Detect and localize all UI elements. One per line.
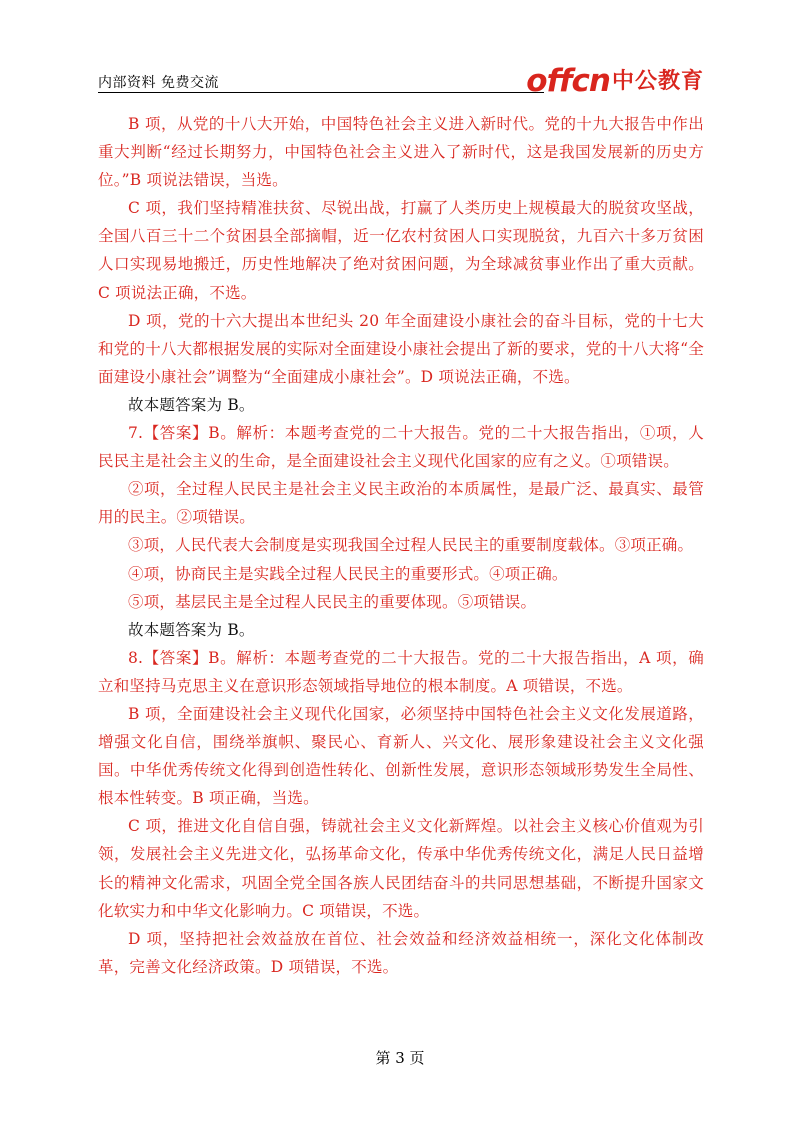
logo-cn-text: 中公教育 [611,69,704,94]
paragraph-3: 故本题答案为 B。 [128,395,255,414]
document-body [98,110,704,981]
paragraph-12: C 项，推进文化自信自强，铸就社会主义文化新辉煌。以社会主义核心价值观为引领，发展社会主义先进文化，弘扬革命文化，传承中华优秀传统文化，满足人民日益增长的精神文化需求，巩固全党全国各族人民团结奋斗的共同思想基础，不断提升国家文化软实力和中华文化影响力。C 项错误，不选。 [98,817,704,920]
paragraph-1: C 项，我们坚持精准扶贫、尽锐出战，打赢了人类历史上规模最大的脱贫攻坚战，全国八百三十二个贫困县全部摘帽，近一亿农村贫困人口实现脱贫，九百六十多万贫困人口实现易地搬迁，历史性地解决了绝对贫困问题，为全球减贫事业作出了重大贡献。C 项说法正确，不选。 [98,199,704,302]
paragraph-9: 故本题答案为 B。 [128,620,255,639]
paragraph-2: D 项，党的十六大提出本世纪头 20 年全面建设小康社会的奋斗目标，党的十七大和党的十八大都根据发展的实际对全面建设小康社会提出了新的要求，党的十八大将“全面建设小康社会”调整为“全面建成小康社会”。D 项说法正确，不选。 [98,311,704,386]
header-left-text: 内部资料 免费交流 [98,75,219,91]
paragraph-8: ⑤项，基层民主是全过程人民民主的重要体现。⑤项错误。 [128,592,537,611]
header-rule [98,92,544,93]
paragraph-6: ③项，人民代表大会制度是实现我国全过程人民民主的重要制度载体。③项正确。 [128,536,694,555]
paragraph-5: ②项，全过程人民民主是社会主义民主政治的本质属性，是最广泛、最真实、最管用的民主。②项错误。 [98,480,704,527]
page-number: 第 3 页 [375,1049,425,1067]
paragraph-13: D 项，坚持把社会效益放在首位、社会效益和经济效益相统一，深化文化体制改革，完善文化经济政策。D 项错误，不选。 [98,929,704,976]
offcn-logo [526,62,704,99]
paragraph-0: B 项，从党的十八大开始，中国特色社会主义进入新时代。党的十九大报告中作出重大判断“经过长期努力，中国特色社会主义进入了新时代，这是我国发展新的历史方位。”B 项说法错误，当选。 [98,115,704,190]
paragraph-11: B 项，全面建设社会主义现代化国家，必须坚持中国特色社会主义文化发展道路，增强文化自信，围绕举旗帜、聚民心、育新人、兴文化、展形象建设社会主义文化强国。中华优秀传统文化得到创造性转化、创新性发展，意识形态领域形势发生全局性、根本性转变。B 项正确，当选。 [98,704,704,808]
paragraph-7: ④项，协商民主是实践全过程人民民主的重要形式。④项正确。 [128,564,568,583]
paragraph-4: 7.【答案】B。解析：本题考查党的二十大报告。党的二十大报告指出，①项，人民民主是社会主义的生命，是全面建设社会主义现代化国家的应有之义。①项错误。 [98,424,704,471]
logo-latin-text: offcn [526,63,610,99]
paragraph-10: 8.【答案】B。解析：本题考查党的二十大报告。党的二十大报告指出，A 项，确立和坚持马克思主义在意识形态领域指导地位的根本制度。A 项错误，不选。 [98,648,704,695]
page-header [98,62,704,99]
